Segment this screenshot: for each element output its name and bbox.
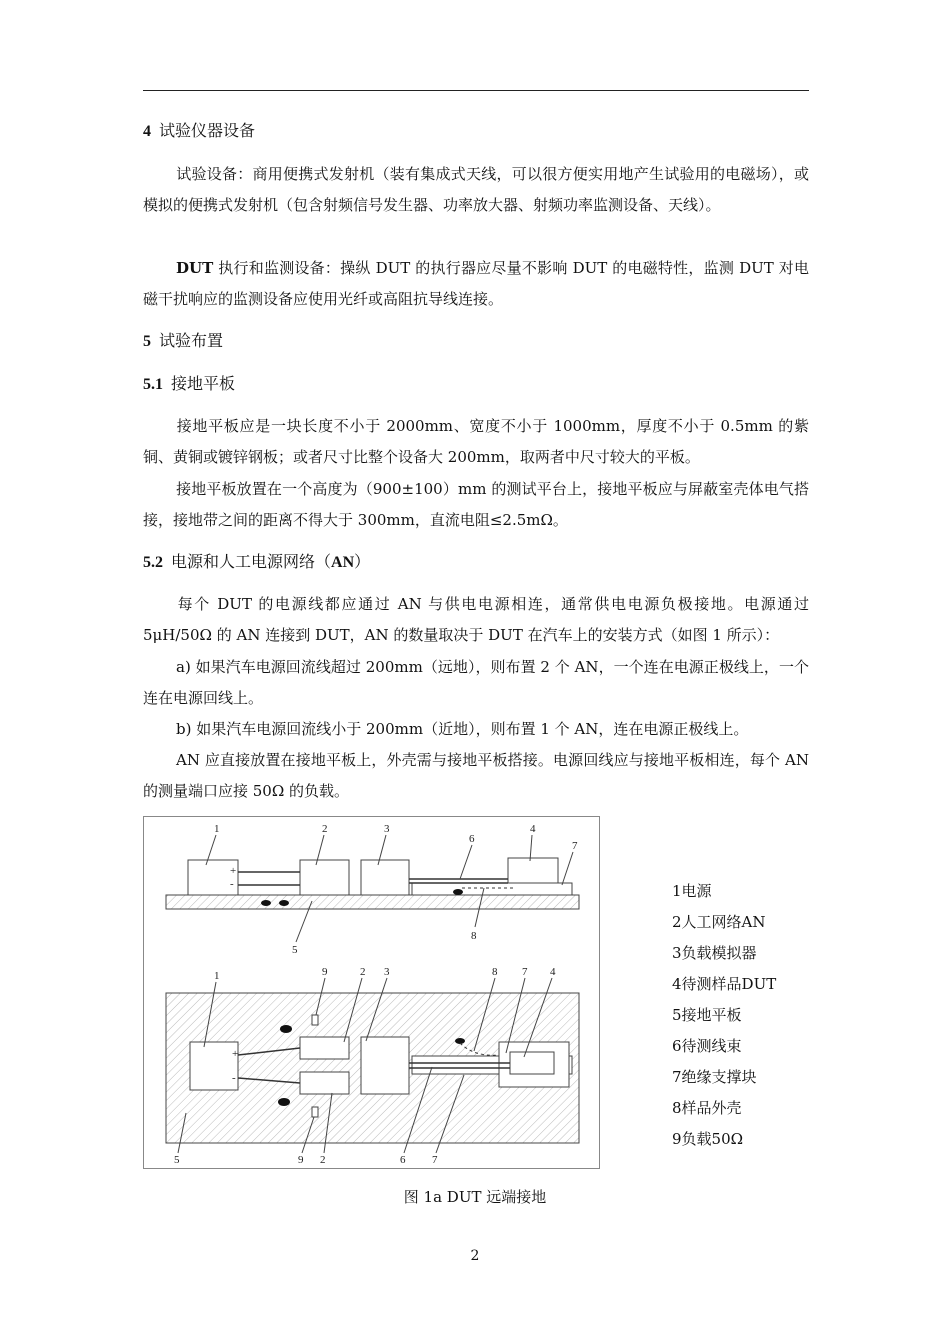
svg-text:4: 4 [530,823,536,835]
svg-text:7: 7 [432,1154,438,1166]
svg-text:3: 3 [384,966,390,978]
top-an-1 [300,1037,349,1059]
legend-item: 9负载50Ω [672,1130,744,1148]
side-load-simulator [361,860,409,895]
svg-text:2: 2 [320,1154,326,1166]
svg-text:6: 6 [400,1154,406,1166]
figure-caption: 图 1a DUT 远端接地 [403,1188,547,1206]
svg-text:7: 7 [572,840,578,852]
svg-text:5: 5 [292,944,298,956]
svg-text:5: 5 [174,1154,180,1166]
legend-item: 3负载模拟器 [672,944,757,962]
svg-text:-: - [232,1072,236,1084]
side-view [166,823,579,956]
svg-text:-: - [230,878,234,890]
paragraph-5-2b: a) 如果汽车电源回流线超过 200mm（远地），则布置 2 个 AN，一个连在电源正极线上，一个连在电源回线上。 [143,658,809,707]
svg-text:1: 1 [214,970,220,982]
paragraph-5-1a: 接地平板应是一块长度不小于 2000mm、宽度不小于 1000mm，厚度不小于 0.5mm 的紫铜、黄铜或镀锌钢板；或者尺寸比整个设备大 200mm，取两者中尺寸较大的平板。 [143,417,809,466]
side-an [300,860,349,895]
section-5-1-heading: 5.1 接地平板 [143,374,236,393]
side-dut [508,858,558,883]
svg-text:9: 9 [298,1154,304,1166]
figure-1a-diagram [143,816,600,1169]
legend-item: 8样品外壳 [672,1099,742,1117]
svg-text:6: 6 [469,833,475,845]
page-number: 2 [470,1248,480,1264]
svg-text:+: + [230,865,237,877]
paragraph-5-2a: 每个 DUT 的电源线都应通过 AN 与供电电源相连，通常供电电源负极接地。电源通过 5μH/50Ω 的 AN 连接到 DUT，AN 的数量取决于 DUT 在汽车上的安装方式（如图 1 所示）： [143,595,809,644]
paragraph-5-2d: AN 应直接放置在接地平板上，外壳需与接地平板搭接。电源回线应与接地平板相连，每个 AN 的测量端口应接 50Ω 的负载。 [143,751,809,800]
top-load-simulator [361,1037,409,1094]
svg-text:3: 3 [384,823,390,835]
legend-item: 4待测样品DUT [672,975,777,993]
top-dut [510,1052,554,1074]
top-view [166,966,579,1166]
svg-text:1: 1 [214,823,220,835]
side-support-block [412,883,572,895]
svg-text:+: + [232,1048,239,1060]
svg-text:9: 9 [322,966,328,978]
svg-text:8: 8 [471,930,477,942]
legend-item: 6待测线束 [672,1037,742,1055]
svg-text:2: 2 [322,823,328,835]
paragraph-4a: 试验设备：商用便携式发射机（装有集成式天线，可以很方便实用地产生试验用的电磁场），或模拟的便携式发射机（包含射频信号发生器、功率放大器、射频功率监测设备、天线）。 [143,165,809,214]
header-rule [143,90,809,91]
section-5-heading: 5 试验布置 [143,331,224,350]
top-an-2 [300,1072,349,1094]
side-ground-plane [166,895,579,909]
section-5-2-heading: 5.2 电源和人工电源网络（AN） [143,552,371,571]
svg-text:4: 4 [550,966,556,978]
paragraph-4b: DUT 执行和监测设备：操纵 DUT 的执行器应尽量不影响 DUT 的电磁特性，监测 DUT 对电磁干扰响应的监测设备应使用光纤或高阻抗导线连接。 [143,259,809,308]
paragraph-5-1b: 接地平板放置在一个高度为（900±100）mm 的测试平台上，接地平板应与屏蔽室壳体电气搭接，接地带之间的距离不得大于 300mm，直流电阻≤2.5mΩ。 [143,480,809,529]
paragraph-5-2c: b) 如果汽车电源回流线小于 200mm（近地），则布置 1 个 AN，连在电源正极线上。 [176,720,749,738]
legend-item: 1电源 [672,882,712,900]
svg-text:2: 2 [360,966,366,978]
figure-legend [672,876,776,1155]
top-power-supply [190,1042,238,1090]
svg-text:8: 8 [492,966,498,978]
section-4-heading: 4 试验仪器设备 [143,121,256,140]
legend-item: 2人工网络AN [672,913,766,931]
svg-text:7: 7 [522,966,528,978]
legend-item: 7绝缘支撑块 [672,1068,757,1086]
legend-item: 5接地平板 [672,1006,742,1024]
